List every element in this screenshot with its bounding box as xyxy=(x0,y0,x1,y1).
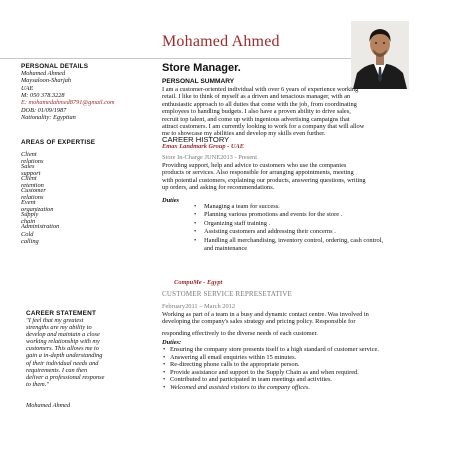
personal-country: UAE xyxy=(21,84,34,92)
duty-item: • Provide assistance and support to the Supply Chain as and when required. xyxy=(162,369,379,377)
dob: DOB: 01/09/1987 xyxy=(21,107,67,114)
job2-role: CUSTOMER SERVICE REPRESETATIVE xyxy=(162,290,292,298)
summary-line: retail. I like to think of myself as a driven and tenacious manager, with an xyxy=(162,93,351,101)
job1-desc-line: up orders, and asking for recommendations. xyxy=(162,184,275,192)
statement-line: "I feel that my greatest xyxy=(26,317,84,324)
duty-item: • Organizing staff training . xyxy=(190,220,383,228)
job1-company: Emax Landmark Group - UAE xyxy=(162,143,245,150)
job1-duties-list xyxy=(190,203,383,245)
job2-description xyxy=(162,311,369,326)
career-history-heading: CAREER HISTORY xyxy=(162,135,230,144)
summary-line: I am a customer-oriented individual with over 6 years of experience working xyxy=(162,86,359,93)
expertise-item: Client relations xyxy=(21,151,44,165)
career-statement xyxy=(26,317,104,388)
statement-line: of their individual needs and xyxy=(26,359,99,367)
duty-item: • Handling all merchandising, inventory control, ordering, cash control, xyxy=(190,237,383,245)
personal-details xyxy=(21,70,71,100)
duty-item: • Ensuring the company store presents itself to a high standard of customer service. xyxy=(162,346,379,354)
duty-item: • Assisting customers and addressing their concerns . xyxy=(190,228,383,236)
summary-text xyxy=(162,86,364,138)
summary-line: attract customers. I am currently looking to work for a company that will allow xyxy=(162,123,365,131)
expertise-item: Customer relations xyxy=(21,187,46,201)
expertise-item: Supply chain xyxy=(21,211,39,225)
job1-description xyxy=(162,162,366,192)
statement-line: strengths are my ability to xyxy=(26,324,92,332)
statement-line: requirements. I can then xyxy=(26,366,88,374)
job1-desc-line: with potential customers, explaining our products, answering questions, writing xyxy=(162,176,366,184)
expertise-item: Client retention xyxy=(21,175,44,189)
header-divider xyxy=(0,58,352,59)
job2-desc-line: Working as part of a team in a busy and dynamic contact centre. Was involved in xyxy=(162,311,369,318)
job2-company: CompuMe - Egypt xyxy=(174,279,223,286)
job2-dates: February2011 – March 2012 xyxy=(162,303,236,310)
duty-item: • Re-directing phone calls to the appropriate person. xyxy=(162,361,379,369)
summary-heading: PERSONAL SUMMARY xyxy=(162,78,235,85)
duty-item: • Contributed to and participated in team meetings and activities. xyxy=(162,376,379,384)
job1-desc-line: Providing support, help and advice to customers who use the companies xyxy=(162,162,347,169)
expertise-item: Administration xyxy=(21,223,60,230)
job2-duties-label: Duties: xyxy=(162,339,182,346)
duty-item: • Managing a team for success. xyxy=(190,203,383,211)
job-title: Store Manager. xyxy=(162,62,241,74)
summary-line: employees to handling budgets. I also have a proven ability to drive sales, xyxy=(162,108,351,116)
statement-line: working relationship with my xyxy=(26,338,100,346)
profile-photo-image xyxy=(351,21,409,89)
statement-line: gain a in-depth understanding xyxy=(26,352,103,360)
statement-line: develop and maintain a close xyxy=(26,331,100,339)
job1-duty-continued: and maintenance xyxy=(204,245,248,252)
duty-item: • Answering all email enquiries within 15 minutes. xyxy=(162,354,379,362)
summary-line: recruit top talent, and come up with ingenious advertising campaigns that xyxy=(162,115,350,123)
personal-city: Maysaloon-Sharjah xyxy=(21,77,72,85)
job1-desc-line: products or services. Also responsible for arranging appointments, meeting xyxy=(162,169,354,177)
statement-line: customers. This allows me to xyxy=(26,345,99,353)
nationality: Nationality: Egyptian xyxy=(21,114,76,121)
job1-role: Store In-Charge JUNE2013 - Present xyxy=(162,154,258,161)
candidate-name: Mohamed Ahmed xyxy=(162,33,280,50)
job1-duties-label: Duties xyxy=(162,197,180,204)
duty-item: • Welcomed and assisted visitors to the company offices. xyxy=(162,384,379,392)
statement-line: deliver a professional response xyxy=(26,373,105,381)
summary-line: me to showcase my abilities and develop my skills even further. xyxy=(162,130,326,138)
duty-item: • Planning various promotions and events for the store . xyxy=(190,211,383,219)
footer-name: Mohamed Ahmed xyxy=(26,402,71,409)
expertise-item: Event organization xyxy=(21,199,54,213)
job2-duties-list xyxy=(162,346,379,391)
statement-line: to them." xyxy=(26,380,49,388)
job2-desc-continued: responding effectively to the diverse needs of each customer. xyxy=(162,330,318,337)
profile-photo xyxy=(351,21,409,89)
expertise-item: Cold calling xyxy=(21,231,39,245)
expertise-item: Sales support xyxy=(21,163,41,177)
summary-line: enthusiastic approach to all duties that come with the job, from coordinating xyxy=(162,100,357,108)
email-link[interactable]: E: mohamedahmed8791@gmail.com xyxy=(21,99,115,106)
personal-name: Mohamed Ahmed xyxy=(21,70,66,77)
career-statement-heading: CAREER STATEMENT xyxy=(26,310,97,317)
personal-details-heading: PERSONAL DETAILS xyxy=(21,63,89,70)
expertise-heading: AREAS OF EXPERTISE xyxy=(21,139,96,146)
personal-mobile: M: 050 378.3228 xyxy=(21,92,65,100)
job2-desc-line: developing the company's sales strategy and pricing policy. Responsible for xyxy=(162,318,356,326)
